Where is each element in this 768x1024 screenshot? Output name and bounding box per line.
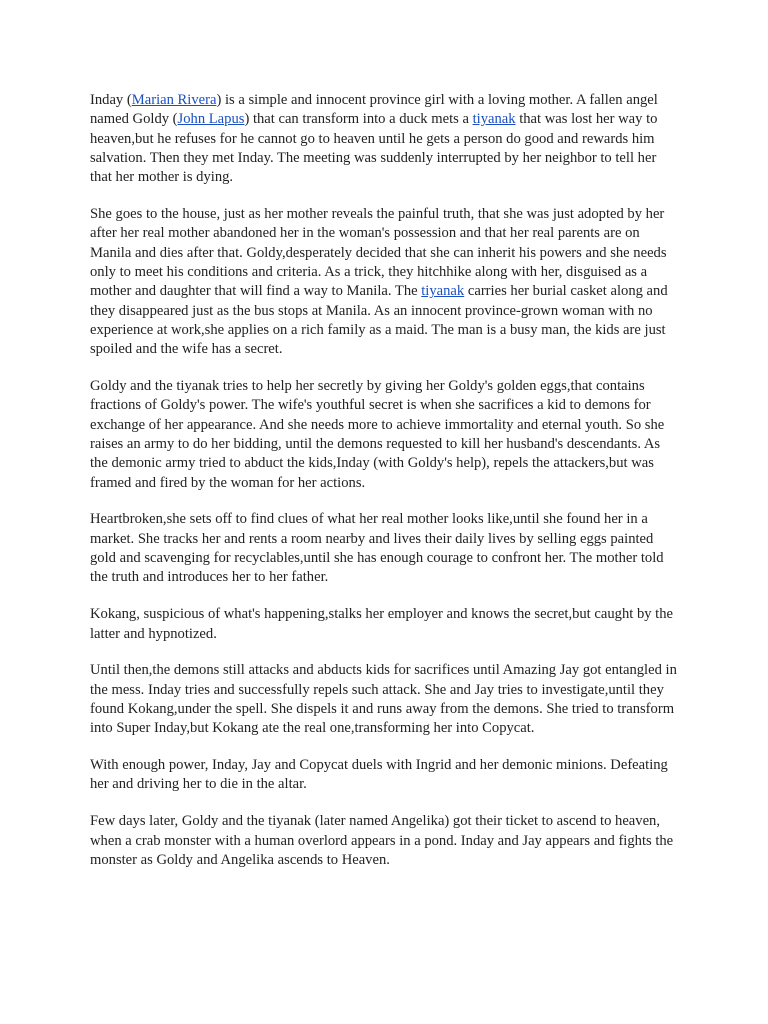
link-marian-rivera[interactable]: Marian Rivera <box>131 92 217 108</box>
text-segment: ) that can transform into a duck mets a <box>244 111 473 128</box>
link-tiyanak[interactable]: tiyanak <box>472 111 516 128</box>
text-segment: Inday ( <box>90 92 132 108</box>
paragraph-7 <box>90 756 680 795</box>
text-segment: Goldy and the tiyanak tries to help her secretly by giving her Goldy's golden eggs,that contains fractions of Goldy's power. The wife's youthful secret is when she sacrifices a kid to demons for exchange of her appearance. And she needs more to achieve immortality and eternal youth. So she raises an army to do her bidding, until the demons requested to kill her husband's descendants. As the demonic army tried to abduct the kids,Inday (with Goldy's help), repels the attackers,but was framed and fired by the woman for her actions. <box>90 378 665 491</box>
paragraph-3 <box>90 377 680 493</box>
text-segment: She goes to the house, just as her mother reveals the painful truth, that she was just adopted by her after her real mother abandoned her in the woman's possession and that her real parents are on Manila and dies after that. Goldy,desperately decided that she can inherit his powers and she needs only to meet his conditions and criteria. As a trick, they hitchhike along with her, disguised as a mother and daughter that will find a way to Manila. The <box>90 206 667 300</box>
link-john-lapus[interactable]: John Lapus <box>177 111 245 128</box>
paragraph-4 <box>90 510 680 587</box>
paragraph-5 <box>90 605 680 644</box>
paragraph-1 <box>90 91 680 187</box>
text-segment: Kokang, suspicious of what's happening,stalks her employer and knows the secret,but caught by the latter and hypnotized. <box>90 606 674 642</box>
link-tiyanak[interactable]: tiyanak <box>421 283 465 300</box>
paragraph-2 <box>90 205 680 359</box>
text-segment: that was lost her way to heaven,but he refuses for he cannot go to heaven until he gets a person do good and rewards him salvation. Then they met Inday. The meeting was suddenly interrupted by her neighbor to tell her that her mother is dying. <box>90 111 658 186</box>
document-body <box>90 91 680 888</box>
text-segment: With enough power, Inday, Jay and Copycat duels with Ingrid and her demonic minions. Defeating her and driving her to die in the altar. <box>90 757 668 793</box>
text-segment: Heartbroken,she sets off to find clues of what her real mother looks like,until she found her in a market. She tracks her and rents a room nearby and lives their daily lives by selling eggs painted gold and scavenging for recyclables,until she has enough courage to confront her. The mother told the truth and introduces her to her father. <box>90 511 664 586</box>
paragraph-6 <box>90 661 680 738</box>
paragraph-8 <box>90 812 680 870</box>
text-segment: carries her burial casket along and they disappeared just as the bus stops at Manila. As an innocent province-grown woman with no experience at work,she applies on a rich family as a maid. The man is a busy man, the kids are just spoiled and the wife has a secret. <box>90 283 668 358</box>
text-segment: Few days later, Goldy and the tiyanak (later named Angelika) got their ticket to ascend to heaven, when a crab monster with a human overlord appears in a pond. Inday and Jay appears and fights the monster as Goldy and Angelika ascends to Heaven. <box>90 813 674 868</box>
text-segment: ) is a simple and innocent province girl with a loving mother. A fallen angel named Goldy ( <box>90 92 658 128</box>
text-segment: Until then,the demons still attacks and abducts kids for sacrifices until Amazing Jay got entangled in the mess. Inday tries and successfully repels such attack. She and Jay tries to investigate,until they found Kokang,under the spell. She dispels it and runs away from the demons. She tried to transform into Super Inday,but Kokang ate the real one,transforming her into Copycat. <box>90 662 677 737</box>
